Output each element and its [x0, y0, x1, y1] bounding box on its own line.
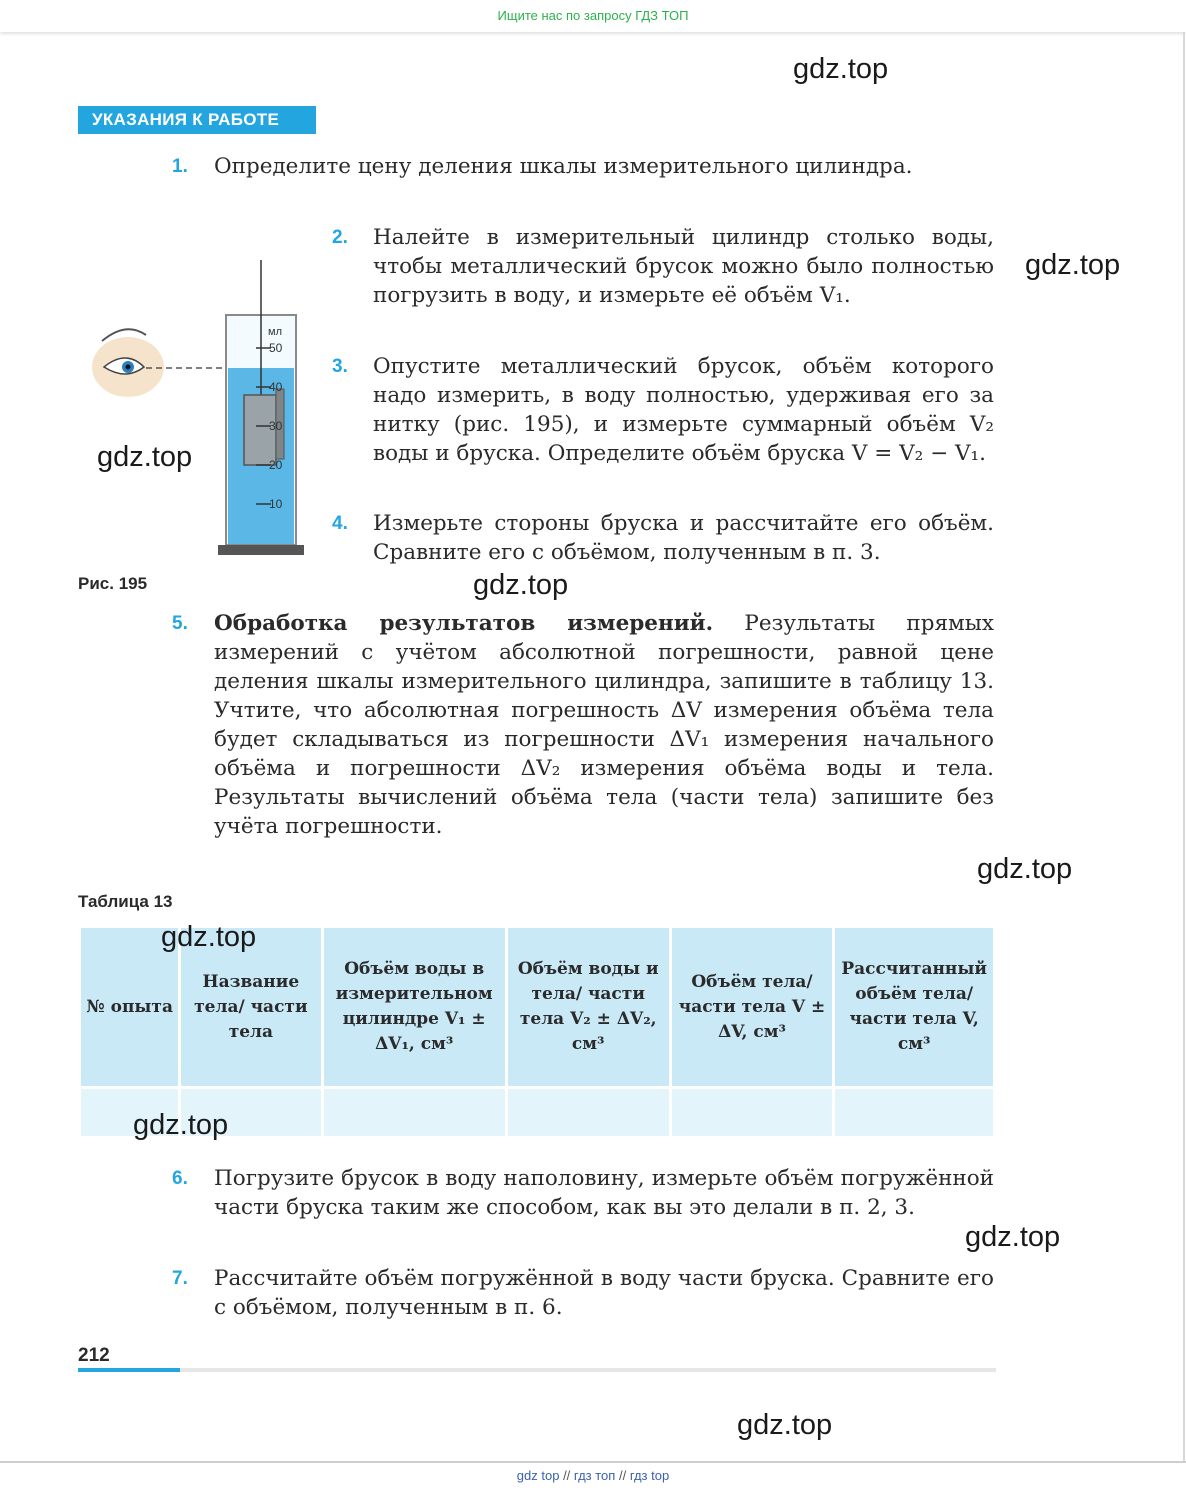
item-number: 5. [172, 613, 188, 634]
tick-label-20: 20 [269, 458, 283, 472]
footer-link-3[interactable]: гдз top [629, 1468, 670, 1483]
watermark: gdz.top [97, 441, 193, 473]
table-cell [322, 1088, 506, 1137]
unit-label: мл [268, 326, 282, 338]
footer-links [0, 1468, 1186, 1483]
tick-label-30: 30 [269, 419, 283, 433]
bottom-divider [0, 1461, 1186, 1463]
item-body: Результаты прямых измерений с учётом абсолютной погрешности, равной цене деления шкалы измерительного цилиндра, запишите в таблицу 13. Учтите, что абсолютная погрешность ΔV измерения объёма тела будет складываться из погрешности ΔV₁ измерения начального объёма и погрешности ΔV₂ измерения объёма воды и тела. Результаты вычислений объёма тела (части тела) запишите без учёта погрешности. [214, 611, 994, 839]
footer-link-2[interactable]: гдз топ [573, 1468, 616, 1483]
watermark: gdz.top [161, 921, 257, 953]
figure-caption: Рис. 195 [78, 574, 148, 593]
header-experiment-number: № опыта [80, 928, 180, 1088]
header-calculated-volume: Рассчитанный объём тела/части тела V, см³ [834, 928, 995, 1088]
header-body-name: Название тела/ части тела [180, 928, 322, 1088]
watermark: gdz.top [1025, 249, 1121, 281]
item-text: Определите цену деления шкалы измерительного цилиндра. [214, 154, 913, 179]
watermark: gdz.top [793, 53, 889, 85]
watermark: gdz.top [473, 569, 569, 601]
table-cell [506, 1088, 670, 1137]
page-rule [78, 1368, 996, 1372]
item-text: Погрузите брусок в воду наполовину, измерьте объём погружённой части бруска таким же способом, как вы это делали в п. 2, 3. [214, 1166, 994, 1220]
watermark: gdz.top [965, 1221, 1061, 1253]
page-right-border [1183, 32, 1185, 1462]
table-cell [834, 1088, 995, 1137]
cylinder-base [218, 545, 304, 555]
watermark: gdz.top [133, 1109, 229, 1141]
section-header: УКАЗАНИЯ К РАБОТЕ [78, 106, 316, 134]
table-13 [78, 928, 996, 1136]
top-banner [0, 0, 1186, 32]
banner-text: Ищите нас по запросу ГДЗ ТОП [497, 8, 689, 23]
footer-separator: // [563, 1468, 571, 1483]
footer-link-1[interactable]: gdz top [516, 1468, 560, 1483]
header-water-body-volume: Объём воды и тела/ части тела V₂ ± ΔV₂, см³ [506, 928, 670, 1088]
item-number: 6. [172, 1168, 188, 1189]
watermark: gdz.top [977, 853, 1073, 885]
item-number: 4. [332, 513, 348, 534]
item-text: Измерьте стороны бруска и рассчитайте его объём. Сравните его с объёмом, полученным в п. 3. [373, 511, 994, 565]
item-text: Налейте в измерительный цилиндр столько воды, чтобы металлический брусок можно было полностью погрузить в воду, и измерьте её объём V₁. [373, 225, 994, 308]
item-text: Рассчитайте объём погружённой в воду части бруска. Сравните его с объёмом, полученным в п. 6. [214, 1266, 994, 1320]
item-number: 3. [332, 356, 348, 377]
footer-separator: // [618, 1468, 627, 1483]
eye-pupil [126, 365, 131, 370]
table-cell [670, 1088, 834, 1137]
header-water-volume: Объём воды в измерительном цилиндре V₁ ± ΔV₁, см³ [322, 928, 506, 1088]
figure-measuring-cylinder [86, 255, 316, 565]
item-text [214, 609, 994, 841]
item-bold-heading: Обработка результатов измерений. [214, 611, 714, 636]
item-text: Опустите металлический брусок, объём которого надо измерить, в воду полностью, удерживая его за нитку (рис. 195), и измерьте суммарный объём V₂ воды и бруска. Определите объём бруска V = V₂ − V₁. [373, 354, 994, 466]
tick-label-50: 50 [269, 341, 283, 355]
page-rule-accent [78, 1368, 180, 1372]
item-number: 1. [172, 156, 188, 177]
watermark: gdz.top [737, 1409, 833, 1441]
header-body-volume: Объём тела/ части тела V ± ΔV, см³ [670, 928, 834, 1088]
table-caption: Таблица 13 [78, 892, 173, 911]
item-number: 7. [172, 1268, 188, 1289]
item-number: 2. [332, 227, 348, 248]
tick-label-40: 40 [269, 380, 283, 394]
page-number: 212 [78, 1345, 110, 1366]
tick-label-10: 10 [269, 497, 283, 511]
